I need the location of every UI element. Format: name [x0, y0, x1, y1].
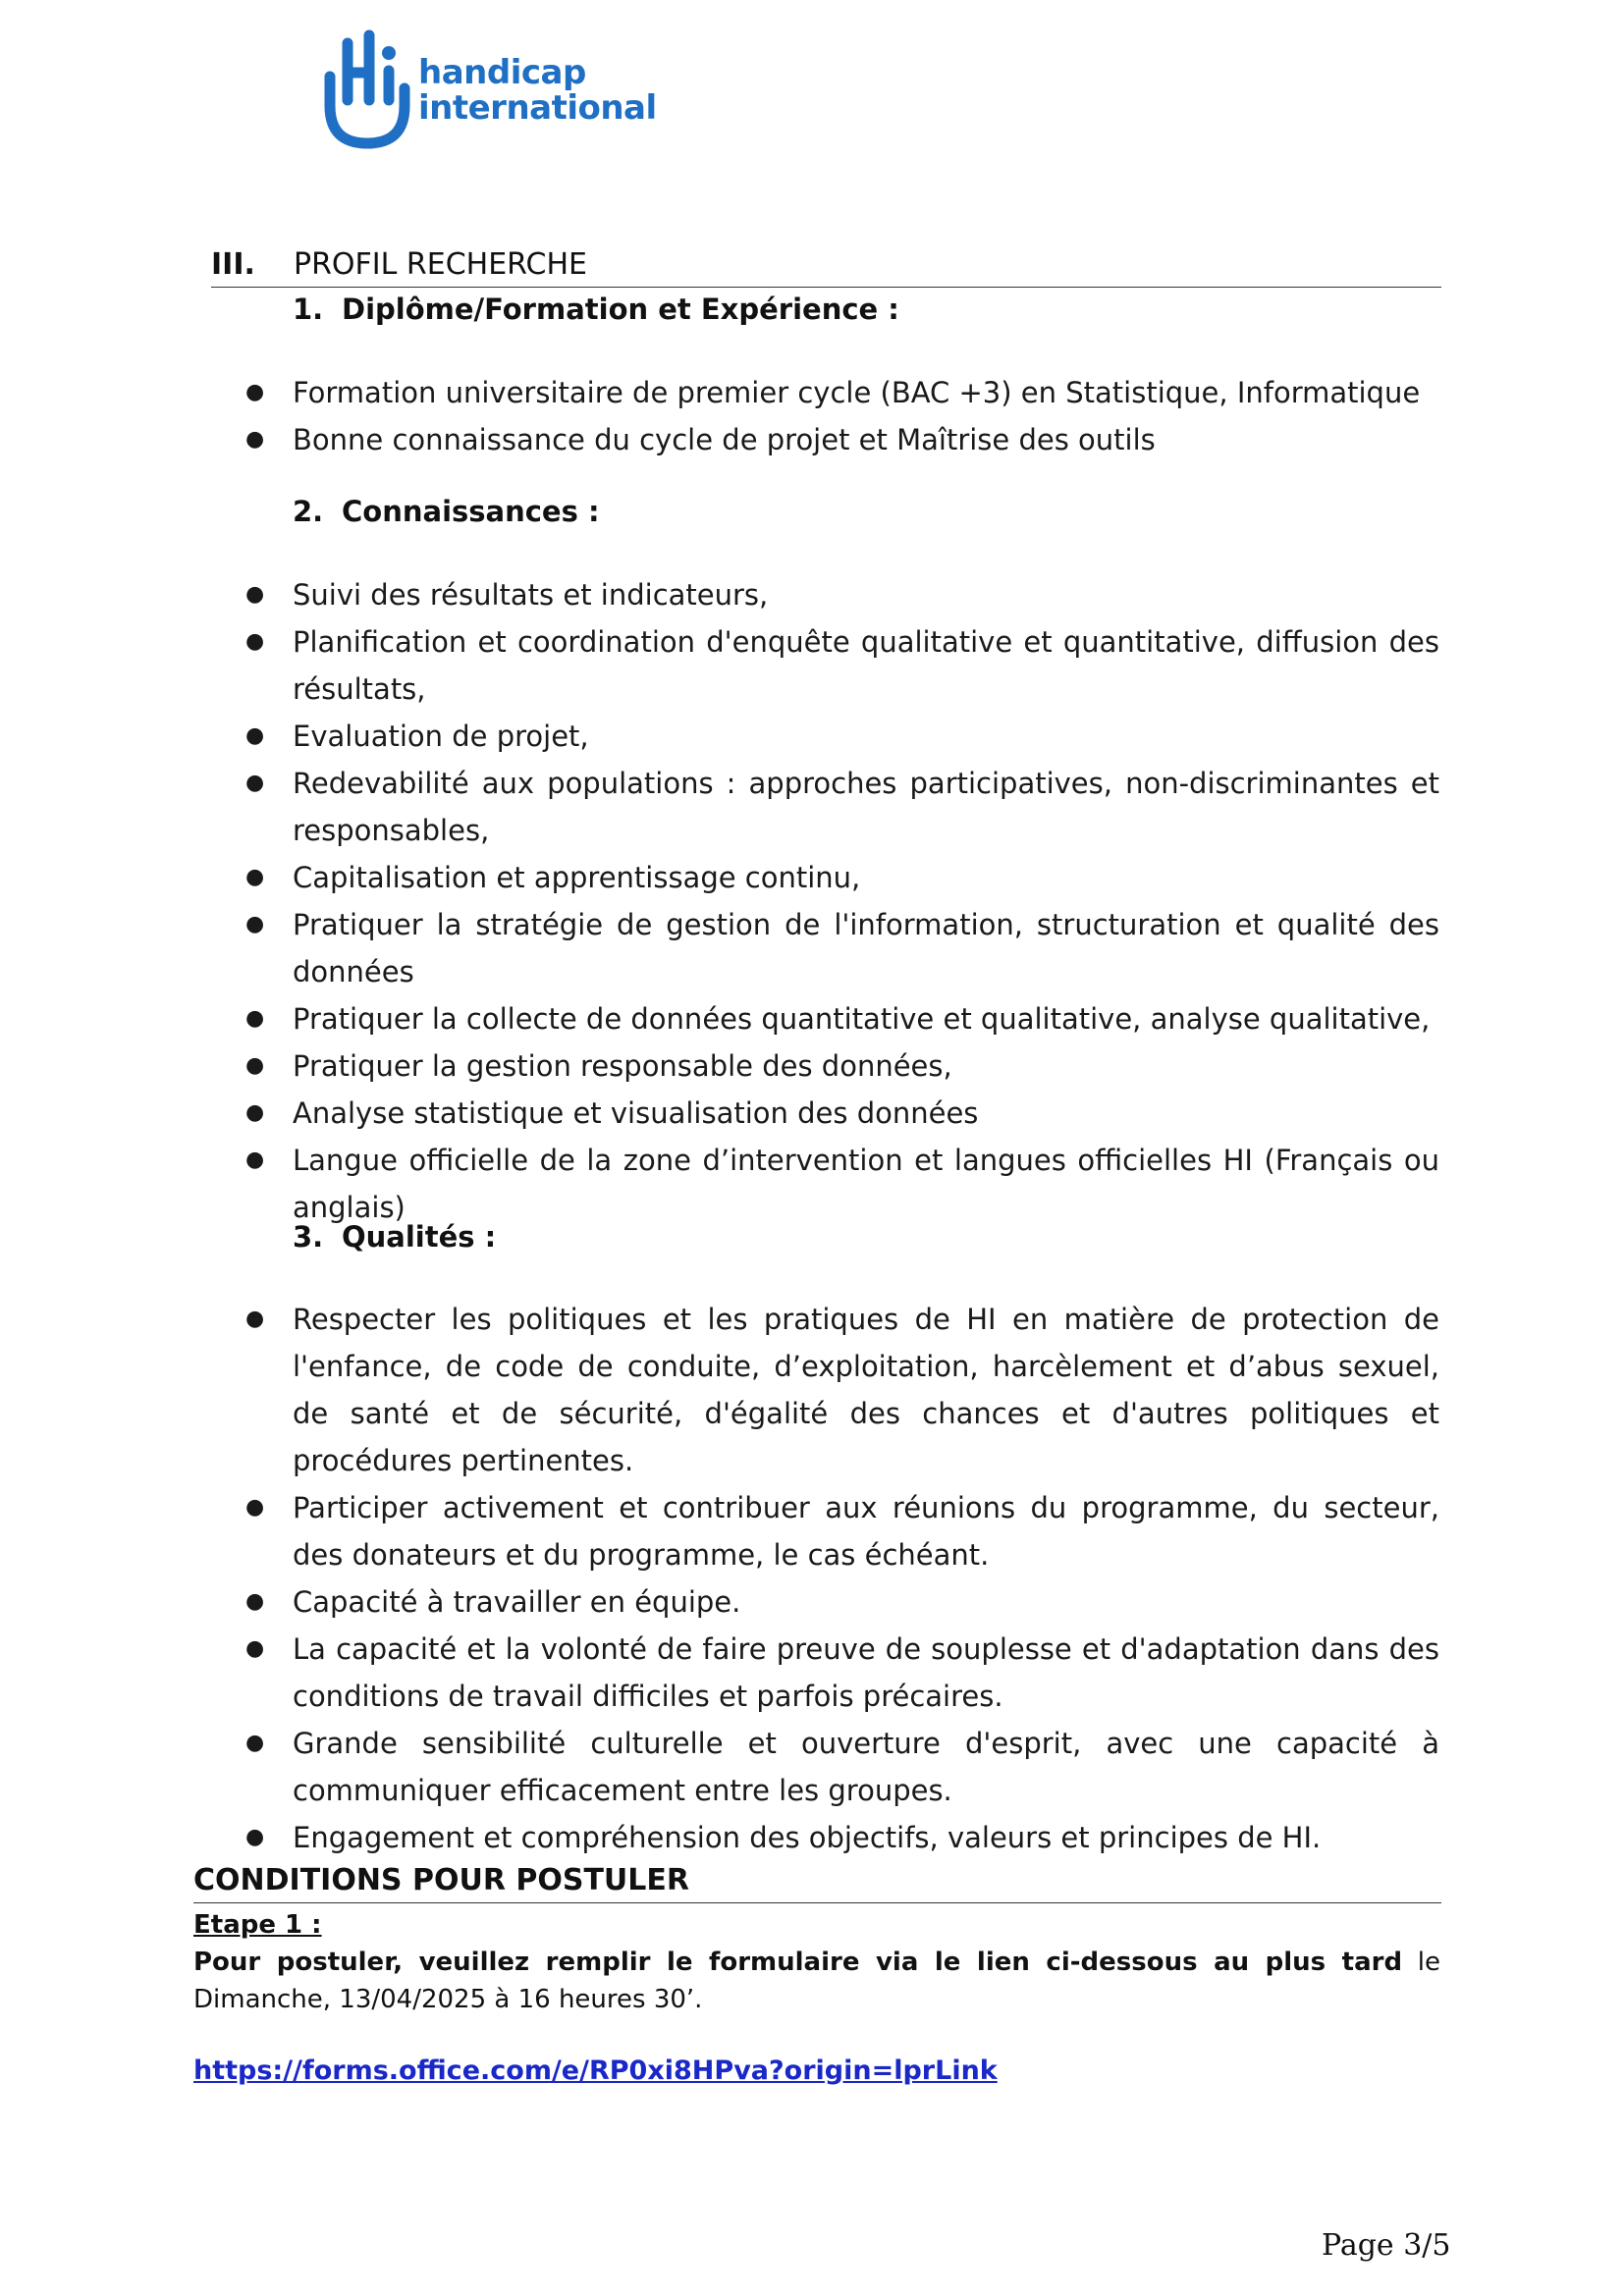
bullet-icon: ● — [245, 1053, 265, 1078]
handicap-international-logo — [320, 27, 657, 153]
subsection-number: 2. — [293, 495, 324, 528]
list-item: ● Capitalisation et apprentissage continu, — [245, 854, 1439, 901]
bullet-icon: ● — [245, 1100, 265, 1125]
list-item: ● Formation universitaire de premier cycle (BAC +3) en Statistique, Informatique — [245, 369, 1439, 416]
list-item: ● Suivi des résultats et indicateurs, — [245, 571, 1439, 618]
subsection-title: Qualités : — [342, 1220, 497, 1254]
subsection-heading-3 — [293, 1220, 496, 1254]
list-item: ● Redevabilité aux populations : approches participatives, non-discriminantes et responsables, — [245, 760, 1439, 854]
bullet-icon: ● — [245, 912, 265, 936]
subsection-list-2 — [245, 571, 1439, 1231]
list-item: ● Pratiquer la collecte de données quantitative et qualitative, analyse qualitative, — [245, 995, 1439, 1042]
bullet-icon: ● — [245, 629, 265, 654]
subsection-title: Connaissances : — [342, 495, 600, 528]
bullet-icon: ● — [245, 1825, 265, 1849]
bullet-icon: ● — [245, 427, 265, 452]
list-item: ● Pratiquer la stratégie de gestion de l'information, structuration et qualité des données — [245, 901, 1439, 995]
list-item: ● Engagement et compréhension des objectifs, valeurs et principes de HI. — [245, 1814, 1439, 1861]
list-item: ● Bonne connaissance du cycle de projet et Maîtrise des outils — [245, 416, 1439, 463]
bullet-icon: ● — [245, 723, 265, 748]
etape-label: Etape 1 : — [193, 1910, 322, 1940]
bullet-icon: ● — [245, 380, 265, 404]
bullet-icon: ● — [245, 1006, 265, 1031]
bullet-icon: ● — [245, 1307, 265, 1331]
subsection-heading-1 — [293, 293, 899, 326]
instruction-rest: le Dimanche, 13/04/2025 à 16 heures 30’. — [193, 1948, 1441, 2014]
list-item: ● Capacité à travailler en équipe. — [245, 1578, 1439, 1626]
list-item: ● Respecter les politiques et les pratiques de HI en matière de protection de l'enfance, de code de conduite, d’exploitation, harcèlement et d’abus sexuel, de santé et de sécurité, d'égalité des chances et d'autres politiques et procédures pertinentes. — [245, 1296, 1439, 1484]
logo-line-1: handicap — [418, 53, 586, 92]
subsection-title: Diplôme/Formation et Expérience : — [342, 293, 899, 326]
bullet-icon: ● — [245, 865, 265, 889]
page-number: Page 3/5 — [1322, 2228, 1451, 2263]
list-item: ● La capacité et la volonté de faire preuve de souplesse et d'adaptation dans des conditions de travail difficiles et parfois précaires. — [245, 1626, 1439, 1720]
bullet-icon: ● — [245, 771, 265, 795]
logo-wordmark — [418, 55, 657, 126]
list-item: ● Analyse statistique et visualisation des données — [245, 1090, 1439, 1137]
section-title: PROFIL RECHERCHE — [294, 247, 587, 282]
application-form-link[interactable]: https://forms.office.com/e/RP0xi8HPva?origin=lprLink — [193, 2056, 998, 2086]
section-number: III. — [211, 247, 255, 282]
hi-hand-logo-icon — [320, 27, 418, 153]
bullet-icon: ● — [245, 1495, 265, 1520]
list-item: ● Planification et coordination d'enquête qualitative et quantitative, diffusion des résultats, — [245, 618, 1439, 713]
list-item: ● Langue officielle de la zone d’intervention et langues officielles HI (Français ou anglais) — [245, 1137, 1439, 1231]
list-item: ● Grande sensibilité culturelle et ouverture d'esprit, avec une capacité à communiquer efficacement entre les groupes. — [245, 1720, 1439, 1814]
bullet-icon: ● — [245, 1731, 265, 1755]
subsection-number: 3. — [293, 1220, 324, 1254]
list-item: ● Participer activement et contribuer aux réunions du programme, du secteur, des donateurs et du programme, le cas échéant. — [245, 1484, 1439, 1578]
instruction-bold: Pour postuler, veuillez remplir le formulaire via le lien ci-dessous au plus tard — [193, 1948, 1403, 1977]
bullet-icon: ● — [245, 1148, 265, 1172]
bullet-icon: ● — [245, 1589, 265, 1614]
subsection-number: 1. — [293, 293, 324, 326]
conditions-title: CONDITIONS POUR POSTULER — [193, 1863, 690, 1897]
list-item: ● Evaluation de projet, — [245, 713, 1439, 760]
subsection-list-1 — [245, 369, 1439, 463]
subsection-list-3 — [245, 1296, 1439, 1861]
application-instruction — [193, 1944, 1440, 2018]
bullet-icon: ● — [245, 1636, 265, 1661]
list-item: ● Pratiquer la gestion responsable des données, — [245, 1042, 1439, 1090]
subsection-heading-2 — [293, 495, 600, 528]
bullet-icon: ● — [245, 582, 265, 607]
conditions-heading — [193, 1859, 1441, 1903]
section-heading — [211, 243, 1441, 288]
logo-line-2: international — [418, 88, 657, 128]
